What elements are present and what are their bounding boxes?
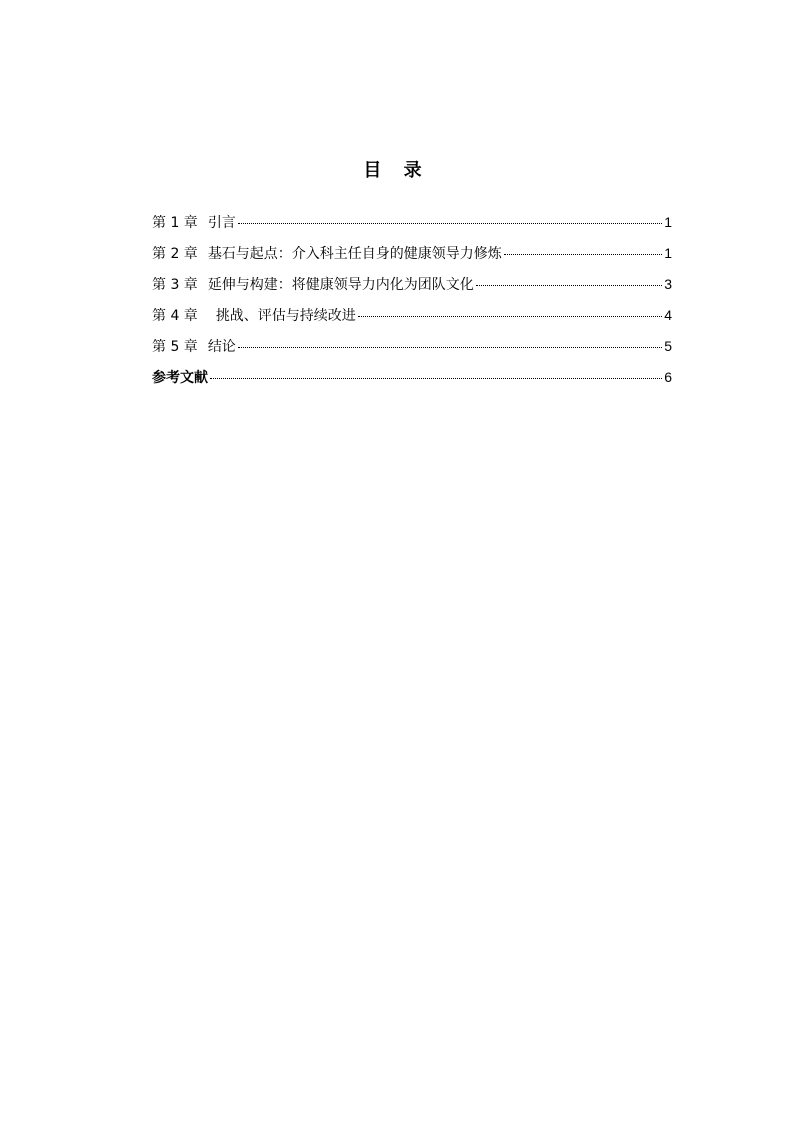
toc-chapter-title: 挑战、评估与持续改进 — [215, 308, 356, 324]
toc-title: 目 录 — [363, 160, 430, 181]
toc-page-number: 5 — [664, 338, 672, 354]
toc-page-number: 1 — [664, 214, 672, 230]
toc-chapter-number: 第 4 章 — [152, 308, 198, 324]
toc-chapter-title: 延伸与构建：将健康领导力内化为团队文化 — [207, 277, 474, 293]
toc-chapter-number: 第 3 章 — [152, 277, 198, 293]
toc-dot-leader — [238, 223, 662, 224]
toc-page-number: 3 — [664, 276, 672, 292]
toc-dot-leader — [476, 285, 662, 286]
toc-dot-leader — [210, 378, 662, 379]
toc-entry-label — [152, 306, 356, 326]
toc-chapter-title: 引言 — [207, 215, 236, 231]
toc-page-number: 1 — [664, 245, 672, 261]
toc-page-number: 6 — [664, 369, 672, 385]
toc-entry-chapter-2[interactable] — [152, 243, 672, 274]
table-of-contents — [152, 212, 672, 398]
toc-page-number: 4 — [664, 307, 672, 323]
toc-entry-label: 参考文献 — [152, 370, 208, 386]
toc-entry-chapter-4[interactable] — [152, 305, 672, 336]
toc-chapter-number: 第 1 章 — [152, 215, 198, 231]
toc-entry-chapter-3[interactable] — [152, 274, 672, 305]
toc-chapter-title: 结论 — [207, 339, 236, 355]
toc-chapter-number: 第 2 章 — [152, 246, 198, 262]
toc-dot-leader — [504, 254, 662, 255]
toc-entry-label — [152, 275, 474, 295]
toc-dot-leader — [238, 347, 662, 348]
toc-entry-chapter-1[interactable] — [152, 212, 672, 243]
toc-chapter-title: 基石与起点：介入科主任自身的健康领导力修炼 — [207, 246, 502, 262]
toc-entry-label — [152, 337, 236, 357]
toc-entry-label — [152, 213, 236, 233]
toc-chapter-number: 第 5 章 — [152, 339, 198, 355]
toc-entry-chapter-5[interactable] — [152, 336, 672, 367]
toc-entry-label — [152, 244, 502, 264]
toc-entry-references[interactable] — [152, 367, 672, 398]
toc-dot-leader — [358, 316, 662, 317]
